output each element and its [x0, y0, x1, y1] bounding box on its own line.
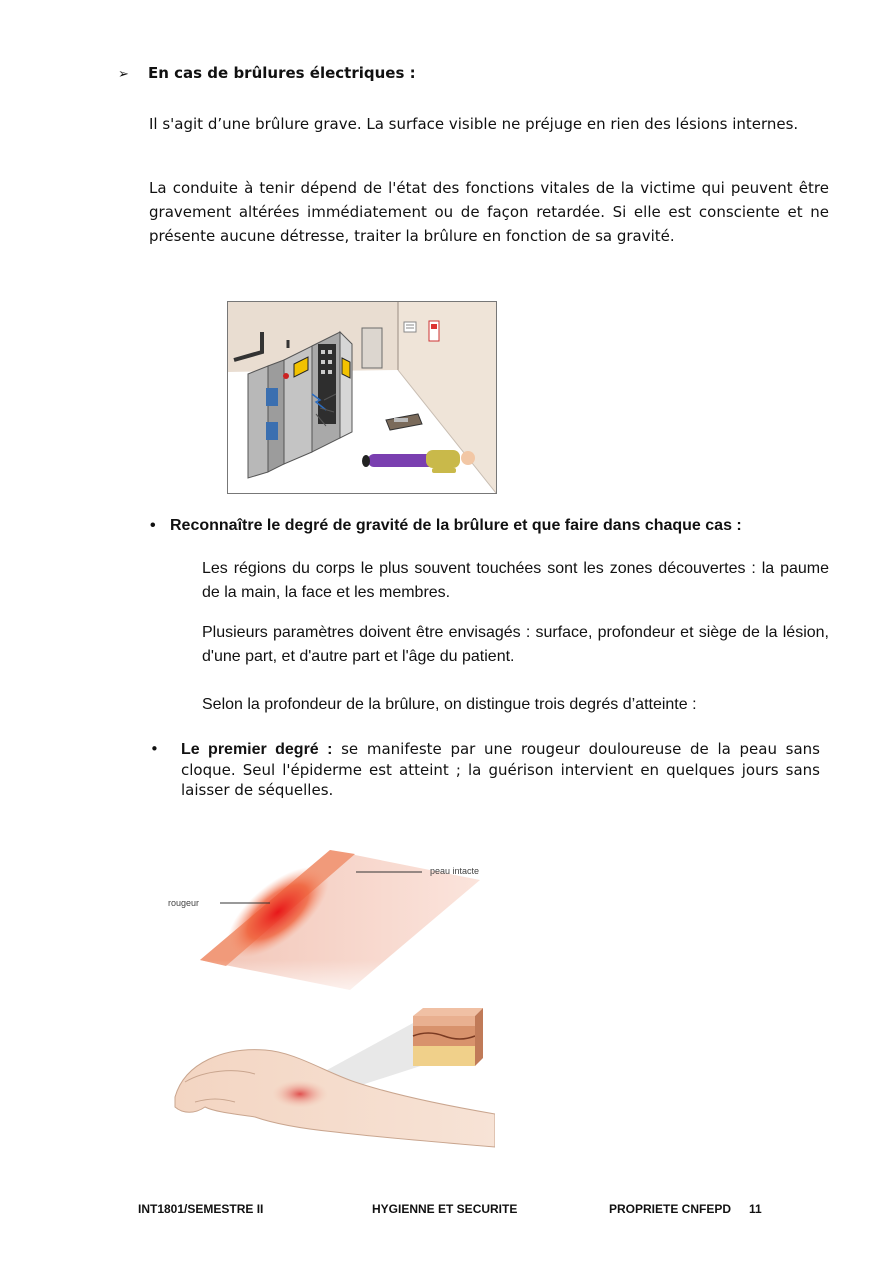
- paragraph-severity: Il s'agit d’une brûlure grave. La surface visible ne préjuge en rien des lésions internes.: [149, 115, 799, 133]
- skin-redness-diagram: [160, 840, 505, 1000]
- label-intact-skin: peau intacte: [430, 866, 480, 876]
- arrow-bullet-icon: ➢: [118, 67, 129, 82]
- subsection-heading: [150, 517, 742, 535]
- paragraph-body-areas: Les régions du corps le plus souvent touchées sont les zones découvertes : la paume de la main, la face et les membres.: [202, 560, 829, 601]
- section-heading: [118, 64, 416, 82]
- paragraph-three-degrees: Selon la profondeur de la brûlure, on distingue trois degrés d’atteinte :: [202, 696, 697, 713]
- footer-course-code: INT1801/SEMESTRE II: [138, 1202, 264, 1216]
- hand-burn-illustration: [165, 1002, 495, 1152]
- page-number: 11: [749, 1202, 762, 1216]
- first-degree-description: se manifeste par une rougeur douloureuse de la peau sans cloque. Seul l'épiderme est atteint ; la guérison intervient en quelques jours sans laisser de séquelles.: [181, 740, 820, 799]
- first-degree-text: [181, 739, 820, 800]
- electrical-accident-illustration: [227, 301, 497, 494]
- first-degree-label: Le premier degré :: [181, 741, 333, 758]
- first-degree-item: [150, 739, 820, 800]
- section-title: En cas de brûlures électriques :: [148, 64, 416, 82]
- label-redness: rougeur: [168, 898, 200, 908]
- bullet-icon: •: [150, 517, 156, 534]
- bullet-icon: •: [150, 740, 159, 758]
- footer-ownership: PROPRIETE CNFEPD: [609, 1202, 732, 1216]
- paragraph-conduct: La conduite à tenir dépend de l'état des fonctions vitales de la victime qui peuvent être gravement altérées immédiatement ou de façon retardée. Si elle est consciente et ne présente aucune détresse, traiter la brûlure en fonction de sa gravité.: [149, 179, 829, 245]
- paragraph-parameters: Plusieurs paramètres doivent être envisagés : surface, profondeur et siège de la lésion, d'une part, et d'autre part et l'âge du patient.: [202, 624, 829, 665]
- subsection-title: Reconnaître le degré de gravité de la brûlure et que faire dans chaque cas :: [170, 517, 742, 534]
- footer-course-title: HYGIENNE ET SECURITE: [372, 1202, 518, 1216]
